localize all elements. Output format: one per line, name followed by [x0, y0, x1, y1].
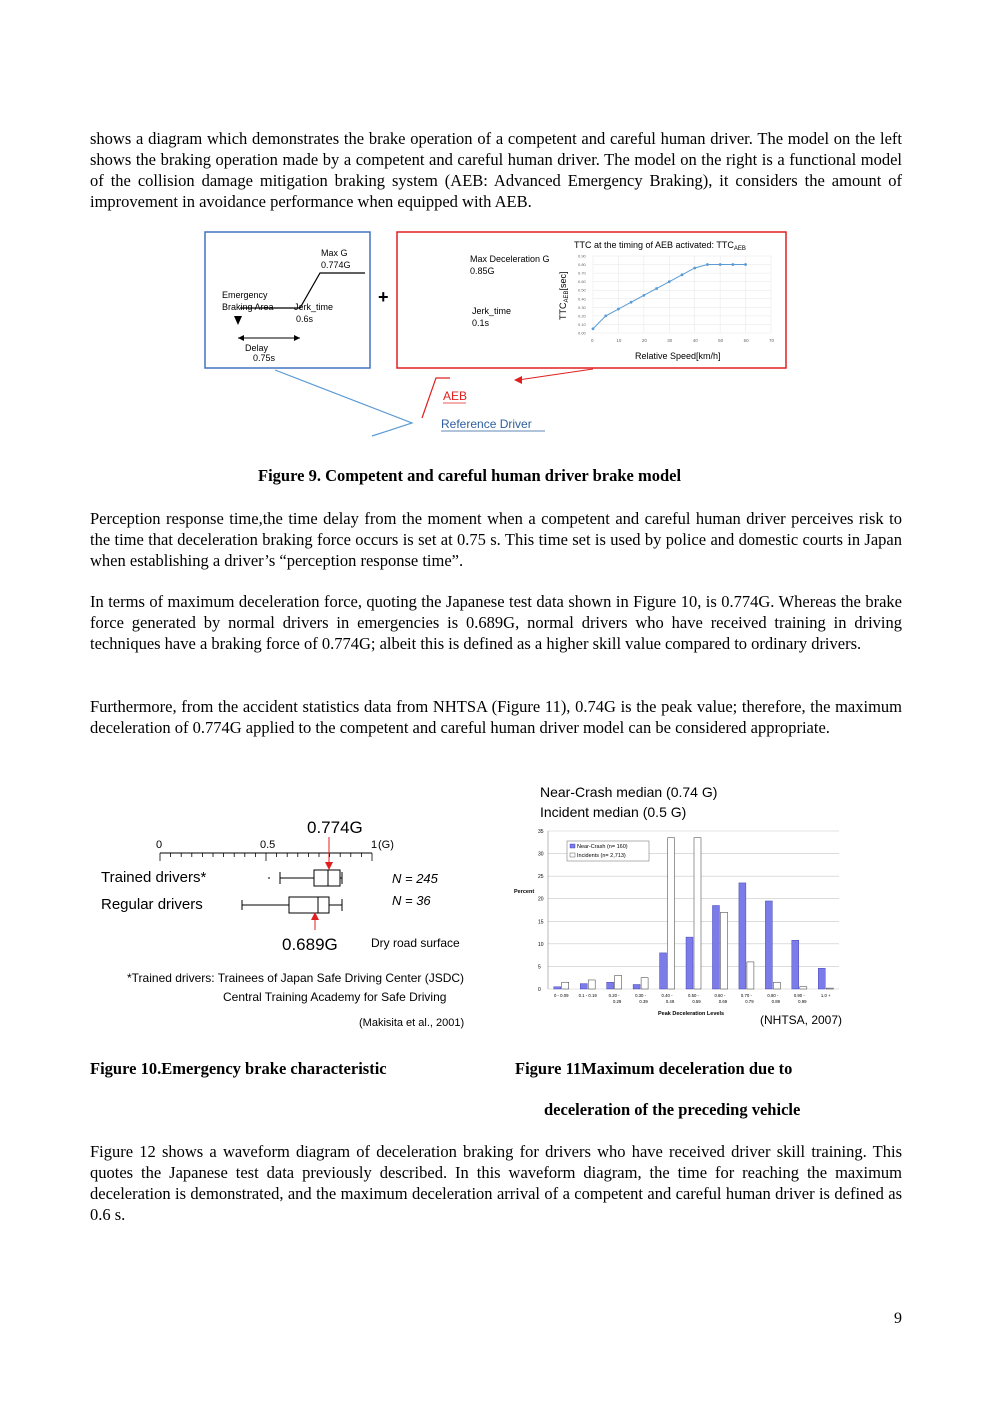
trained-drivers-label: Trained drivers* — [101, 869, 207, 886]
emergency-area-label-1: Emergency — [222, 290, 268, 300]
trained-n: N = 245 — [392, 871, 438, 886]
ttc-y-tick: 0.20 — [578, 313, 586, 319]
near-crash-bar — [660, 953, 667, 989]
legend-incident-swatch — [570, 853, 575, 857]
aeb-pointer-line — [518, 369, 593, 380]
ttc-y-tick: 0.60 — [578, 279, 586, 285]
ttc-y-tick: 0.80 — [578, 262, 586, 268]
regular-drivers-label: Regular drivers — [101, 896, 203, 913]
ttc-chart-plot — [578, 254, 775, 344]
axis-tick-0: 0 — [156, 839, 163, 851]
ttc-chart-xlabel: Relative Speed[km/h] — [635, 351, 721, 361]
fig11-x-tick-2: 0.29 — [612, 999, 622, 1004]
regular-box — [289, 897, 329, 913]
ttc-x-tick: 60 — [743, 338, 749, 343]
figure-10-brake-characteristic — [92, 810, 492, 1035]
plus-sign: + — [378, 287, 389, 307]
regular-n: N = 36 — [392, 893, 431, 908]
aeb-model-box — [397, 232, 786, 368]
fig11-y-tick: 0 — [538, 987, 541, 993]
top-value-label: 0.774G — [307, 818, 363, 837]
x-axis-title: Peak Deceleration Levels — [658, 1011, 725, 1017]
near-crash-bar — [792, 940, 799, 989]
jerk-value-left: 0.6s — [296, 314, 314, 324]
ttc-x-tick: 50 — [718, 338, 724, 343]
surface-label: Dry road surface — [371, 936, 460, 950]
delay-label: Delay — [245, 343, 269, 353]
fig10-axis-ticks — [160, 853, 372, 861]
fig11-x-tick: 0.50 - — [688, 993, 699, 998]
fig11-x-tick: 0.60 - — [714, 993, 726, 998]
bottom-value-label: 0.689G — [282, 935, 338, 954]
near-crash-bar — [633, 984, 640, 989]
ttc-y-tick: 0.00 — [578, 330, 586, 336]
ttc-y-tick: 0.10 — [578, 321, 586, 327]
fig11-x-tick-2: 0.39 — [639, 999, 648, 1004]
incident-median-note: Incident median (0.5 G) — [540, 804, 687, 820]
trained-box — [314, 870, 340, 886]
fig11-y-tick: 10 — [538, 941, 544, 948]
fig11-y-tick: 30 — [538, 851, 544, 858]
near-crash-median-note: Near-Crash median (0.74 G) — [540, 784, 718, 800]
paragraph-perception: Perception response time,the time delay from the moment when a competent and careful human driver perceives risk to the time that deceleration braking force occurs is set at 0.75 s. This time set is used by police and domestic courts in Japan when establishing a driver’s “perception response time”. — [90, 509, 902, 570]
reference-driver-trace — [275, 370, 412, 436]
incident-bar — [720, 912, 727, 989]
incident-bar — [615, 975, 622, 989]
fig11-x-tick-2: 0.59 — [692, 999, 701, 1004]
ttc-y-tick: 0.90 — [578, 253, 586, 259]
fig11-x-tick: 0.20 - — [608, 993, 620, 998]
ttc-point — [668, 280, 671, 283]
fig11-y-tick: 5 — [538, 964, 541, 971]
percent-title: Percent — [514, 889, 535, 895]
ttc-point — [655, 287, 658, 290]
fig11-x-tick: 0.80 - — [767, 993, 779, 998]
fig11-x-tick: 0.40 - — [661, 993, 673, 998]
legend-incident-label: Incidents (n= 2,713) — [577, 853, 626, 859]
paragraph-intro: shows a diagram which demonstrates the brake operation of a competent and careful human driver. The model on the left shows the braking operation made by a competent and careful human driver. The model on the right is a functional model of the collision damage mitigation braking system (AEB: Advanced Emergency Braking), it considers the amount of improvement in avoidance performance when equipped with AEB. — [90, 129, 902, 211]
down-triangle-icon — [234, 316, 242, 325]
incident-bar — [641, 978, 648, 989]
fig11-source: (NHTSA, 2007) — [760, 1013, 843, 1027]
axis-unit: (G) — [378, 839, 394, 851]
delay-value: 0.75s — [253, 353, 276, 363]
jerk-label-left: Jerk_time — [294, 302, 334, 312]
ttc-point — [744, 263, 747, 266]
fig11-y-tick: 20 — [538, 896, 544, 903]
paragraph-max-decel: In terms of maximum deceleration force, quoting the Japanese test data shown in Figure 10, is 0.774G. Whereas the brake force generated by normal drivers in emergencies is 0.689G, normal drivers who have received training in driving techniques have a braking force of 0.774G; albeit this is defined as a higher skill value compared to ordinary drivers. — [90, 592, 902, 653]
legend-near-swatch — [570, 844, 575, 848]
ttc-point — [731, 263, 734, 266]
ttc-point — [642, 294, 645, 297]
ttc-x-tick: 30 — [667, 338, 673, 343]
ttc-x-tick: 0 — [591, 338, 594, 343]
ttc-y-tick: 0.70 — [578, 270, 586, 276]
paragraph-figure-12: Figure 12 shows a waveform diagram of deceleration braking for drivers who have received driver skill training. This quotes the Japanese test data previously described. In this waveform diagram, the time for reaching the maximum deceleration is demonstrated, and the maximum deceleration arrival of a competent and careful human driver is defined as 0.6 s. — [90, 1142, 902, 1224]
fig11-x-tick-2: 0.79 — [745, 999, 754, 1004]
near-crash-bar — [686, 937, 693, 989]
max-decel-value: 0.85G — [470, 266, 495, 276]
fig11-x-tick-2: 0.89 — [771, 999, 781, 1004]
fig11-x-tick-2: 0.69 — [718, 999, 728, 1004]
near-crash-bar — [739, 883, 746, 989]
axis-tick-05: 0.5 — [260, 839, 276, 851]
ttc-point — [604, 314, 607, 317]
paragraph-nhtsa: Furthermore, from the accident statistics data from NHTSA (Figure 11), 0.74G is the peak value; therefore, the maximum deceleration of 0.774G applied to the competent and careful human driver model can be considered appropriate. — [90, 697, 902, 737]
ttc-point — [617, 308, 620, 311]
ttc-y-tick: 0.50 — [578, 287, 586, 293]
fig11-y-tick: 35 — [538, 829, 544, 835]
figure-11-caption-line-2: deceleration of the preceding vehicle — [544, 1100, 801, 1119]
footnote-2: Central Training Academy for Safe Driving — [223, 990, 447, 1004]
ttc-point — [693, 267, 696, 270]
ttc-point — [681, 273, 684, 276]
emergency-area-label-2: Braking Area — [222, 302, 274, 312]
fig11-y-tick: 25 — [538, 874, 544, 881]
axis-tick-1: 1 — [371, 839, 378, 851]
near-crash-bar — [580, 984, 587, 989]
ttc-point — [592, 327, 595, 330]
near-crash-bar — [712, 905, 719, 989]
ttc-x-tick: 70 — [769, 338, 775, 343]
near-crash-bar — [765, 901, 772, 989]
figure-10-caption: Figure 10.Emergency brake characteristic — [90, 1059, 387, 1078]
ttc-y-tick: 0.30 — [578, 304, 586, 310]
max-decel-label: Max Deceleration G — [470, 254, 550, 264]
fig11-x-tick: 0.90 - — [793, 993, 805, 998]
jerk-value-right: 0.1s — [472, 318, 490, 328]
legend-near-label: Near-Crash (n= 160) — [577, 844, 628, 850]
incident-bar — [773, 982, 780, 989]
fig11-x-tick: 1.0 + — [820, 993, 831, 998]
ttc-chart-title: TTC at the timing of AEB activated: $TTC_{AEB}$ — [574, 240, 746, 252]
footnote-1: *Trained drivers: Trainees of Japan Safe Driving Center (JSDC) — [127, 971, 465, 985]
ttc-point — [630, 301, 633, 304]
ttc-x-tick: 10 — [616, 338, 622, 343]
near-crash-bar — [554, 987, 561, 989]
figure-9-caption: Figure 9. Competent and careful human driver brake model — [258, 466, 682, 485]
page-number: 9 — [894, 1310, 902, 1327]
fig11-y-tick: 15 — [538, 919, 544, 926]
incident-bar — [694, 838, 701, 989]
incident-bar — [747, 962, 754, 989]
figure-11-caption-line-1: Figure 11Maximum deceleration due to — [515, 1059, 793, 1078]
incident-bar — [668, 838, 675, 989]
incident-bar — [588, 980, 595, 989]
fig11-x-tick: 0 - 0.09 — [553, 993, 569, 998]
fig11-x-tick: 0.1 - 0.19 — [578, 993, 597, 998]
near-crash-bar — [607, 982, 614, 989]
figure-9-brake-model — [200, 228, 800, 438]
figure-11-nhtsa — [505, 778, 850, 1033]
max-g-value: 0.774G — [321, 260, 351, 270]
fig10-source: (Makisita et al., 2001) — [359, 1017, 465, 1029]
fig11-x-tick: 0.30 - — [635, 993, 647, 998]
fig11-x-tick-2: 0.99 — [798, 999, 807, 1004]
ttc-chart-ylabel: $TTC_{AEB}[\sec]$ — [558, 271, 570, 320]
ttc-y-tick: 0.40 — [578, 296, 586, 302]
fig11-x-tick-2: 0.49 — [665, 999, 675, 1004]
ttc-point — [706, 263, 709, 266]
near-crash-bar — [818, 968, 825, 989]
ttc-point — [719, 263, 722, 266]
incident-bar — [826, 988, 833, 989]
reference-driver-label: Reference Driver — [441, 417, 532, 431]
ttc-x-tick: 20 — [641, 338, 647, 343]
incident-bar — [800, 987, 807, 989]
jerk-label-right: Jerk_time — [472, 306, 512, 316]
fig11-x-tick: 0.70 - — [740, 993, 752, 998]
ttc-x-tick: 40 — [692, 338, 698, 343]
max-g-label: Max G — [321, 248, 348, 258]
incident-bar — [562, 982, 569, 989]
aeb-label: AEB — [443, 389, 468, 403]
